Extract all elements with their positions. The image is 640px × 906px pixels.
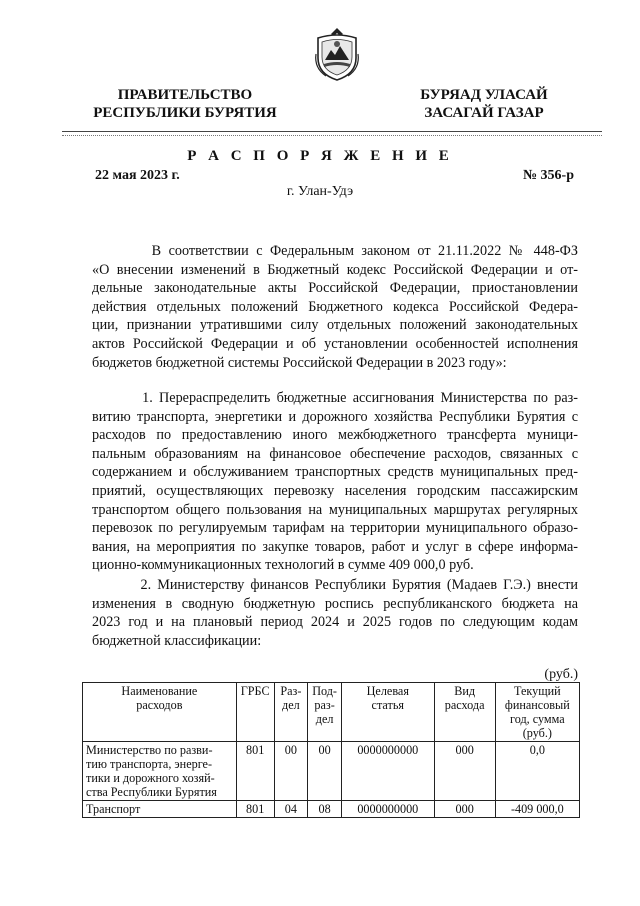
- header-cell: ГРБС: [236, 683, 274, 742]
- org-name-russian: [80, 86, 290, 122]
- paragraph-line: расходов по предоставлению иного межбюджетного трансферта муници-: [92, 427, 578, 444]
- code-cell: 000: [434, 801, 495, 818]
- paragraph-line: 1. Перераспределить бюджетные ассигнования Министерства по раз-: [92, 390, 578, 406]
- paragraph-line: «О внесении изменений в Бюджетный кодекс Российской Федерации и от-: [92, 261, 578, 278]
- paragraph-line: актов Российской Федерации и об установлении особенностей исполнения: [92, 335, 578, 352]
- clause-1-paragraph: [92, 389, 578, 575]
- code-cell: 08: [308, 801, 342, 818]
- org-name-line-2: РЕСПУБЛИКИ БУРЯТИЯ: [93, 105, 277, 121]
- code-cell: 000: [434, 742, 495, 801]
- paragraph-line: содержанием и обслуживанием транспортных средств муниципальных пред-: [92, 464, 578, 481]
- header-cell: Под- раз- дел: [308, 683, 342, 742]
- code-cell: 0000000000: [341, 801, 434, 818]
- header-divider: [62, 131, 602, 132]
- table-unit-label: (руб.): [544, 667, 578, 682]
- table-header-row: [83, 683, 580, 742]
- table-row: [83, 801, 580, 818]
- paragraph-line: ции, признании утратившими силу отдельных положений законодательных: [92, 317, 578, 334]
- code-cell: 0,0: [495, 742, 579, 801]
- paragraph-line: транспортом общего пользования на муниципальных маршрутах регулярных: [92, 501, 578, 518]
- org-name-buryat-line-2: ЗАСАГАЙ ГАЗАР: [424, 105, 544, 121]
- paragraph-line: действия отдельных положений Бюджетного кодекса Российской Федера-: [92, 298, 578, 315]
- paragraph-line: В соответствии с Федеральным законом от 21.11.2022 № 448-ФЗ: [92, 243, 578, 259]
- paragraph-line: витию транспорта, энергетики и дорожного хозяйства Республики Бурятия с: [92, 408, 578, 425]
- document-date: 22 мая 2023 г.: [95, 168, 180, 183]
- header-cell: Наименование расходов: [83, 683, 237, 742]
- header-cell: Текущий финансовый год, сумма (руб.): [495, 683, 579, 742]
- paragraph-line: 2023 год и на плановый период 2024 и 2025 годов по следующим кодам: [92, 614, 578, 631]
- org-name-line-1: ПРАВИТЕЛЬСТВО: [117, 87, 253, 103]
- table-row: [83, 742, 580, 801]
- code-cell: 00: [274, 742, 308, 801]
- code-cell: -409 000,0: [495, 801, 579, 818]
- code-cell: 00: [308, 742, 342, 801]
- header-cell: Целевая статья: [341, 683, 434, 742]
- paragraph-line: изменения в сводную бюджетную роспись республиканского бюджета на: [92, 595, 578, 612]
- header-cell: Раз- дел: [274, 683, 308, 742]
- paragraph-line: пальным образованиям на финансовое обеспечение расходов, связанных с: [92, 445, 578, 462]
- code-cell: 04: [274, 801, 308, 818]
- paragraph-line: перевозок по регулируемым тарифам на территории муниципального образо-: [92, 520, 578, 537]
- paragraph-line: ционно-коммуникационных технологий в сумме 409 000,0 руб.: [92, 557, 474, 574]
- document-number: № 356-р: [522, 168, 574, 183]
- paragraph-line: бюджетов бюджетной системы Российской Федерации в 2023 году»:: [92, 354, 507, 371]
- preamble-paragraph: [92, 242, 578, 372]
- clause-2-paragraph: [92, 576, 578, 650]
- code-cell: 0000000000: [341, 742, 434, 801]
- code-cell: 801: [236, 742, 274, 801]
- org-name-buryat: [404, 86, 564, 122]
- header-cell: Вид расхода: [434, 683, 495, 742]
- paragraph-line: бюджетной классификации:: [92, 632, 262, 649]
- document-title: Р А С П О Р Я Ж Е Н И Е: [187, 148, 453, 164]
- document-city: г. Улан-Удэ: [286, 184, 354, 199]
- org-name-buryat-line-1: БУРЯАД УЛАСАЙ: [420, 87, 548, 103]
- code-cell: 801: [236, 801, 274, 818]
- paragraph-line: вания, на мероприятия по закупке товаров, работ и услуг в сфере информа-: [92, 538, 578, 555]
- expense-name-cell: Транспорт: [83, 801, 237, 818]
- table-body: [83, 742, 580, 818]
- budget-table: [82, 682, 580, 818]
- expense-name-cell: Министерство по разви- тию транспорта, энерге- тики и дорожного хозяй- ства Республики Бурятия: [83, 742, 237, 801]
- header-divider-dotted: [62, 135, 602, 136]
- coat-of-arms-icon: [312, 24, 362, 82]
- paragraph-line: 2. Министерству финансов Республики Бурятия (Мадаев Г.Э.) внести: [92, 577, 578, 593]
- paragraph-line: приятий, осуществляющих перевозку населения городским пассажирским: [92, 482, 578, 499]
- paragraph-line: дельные законодательные акты Российской Федерации, приостановлении: [92, 280, 578, 297]
